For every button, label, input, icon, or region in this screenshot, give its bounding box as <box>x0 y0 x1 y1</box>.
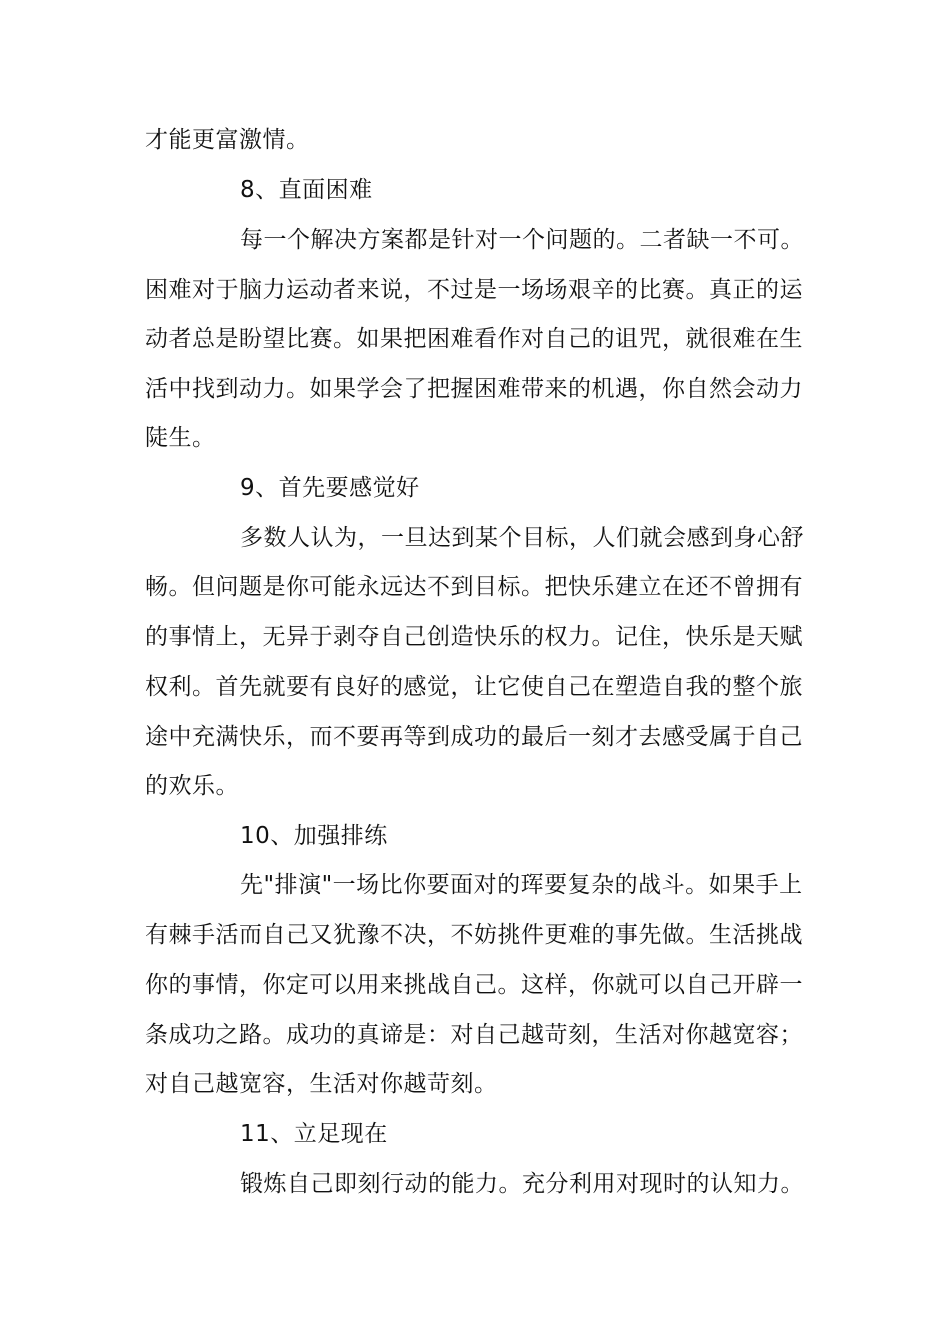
paragraph-line: 途中充满快乐，而不要再等到成功的最后一刻才去感受属于自己 <box>145 724 803 750</box>
section-heading-9: 9、首先要感觉好 <box>240 475 420 501</box>
section-heading-8: 8、直面困难 <box>240 177 373 203</box>
paragraph-line: 你的事情，你定可以用来挑战自己。这样，你就可以自己开辟一 <box>145 972 803 998</box>
paragraph-line: 条成功之路。成功的真谛是：对自己越苛刻，生活对你越宽容； <box>145 1022 803 1048</box>
paragraph-line: 多数人认为，一旦达到某个目标，人们就会感到身心舒 <box>240 525 804 551</box>
paragraph-line: 锻炼自己即刻行动的能力。充分利用对现时的认知力。 <box>240 1171 804 1197</box>
paragraph-line: 的事情上，无异于剥夺自己创造快乐的权力。记住，快乐是天赋 <box>145 624 803 650</box>
paragraph-line: 畅。但问题是你可能永远达不到目标。把快乐建立在还不曾拥有 <box>145 574 803 600</box>
paragraph-line: 对自己越宽容，生活对你越苛刻。 <box>145 1071 498 1097</box>
paragraph-line: 先"排演"一场比你要面对的珲要复杂的战斗。如果手上 <box>240 872 803 898</box>
paragraph-line: 权利。首先就要有良好的感觉，让它使自己在塑造自我的整个旅 <box>145 674 803 700</box>
paragraph-line: 陡生。 <box>145 425 216 451</box>
paragraph-line: 有棘手活而自己又犹豫不决，不妨挑件更难的事先做。生活挑战 <box>145 922 803 948</box>
paragraph-line: 动者总是盼望比赛。如果把困难看作对自己的诅咒，就很难在生 <box>145 326 803 352</box>
paragraph-line: 困难对于脑力运动者来说，不过是一场场艰辛的比赛。真正的运 <box>145 277 803 303</box>
section-heading-10: 10、加强排练 <box>240 823 388 849</box>
paragraph-line: 的欢乐。 <box>145 773 239 799</box>
paragraph-line: 每一个解决方案都是针对一个问题的。二者缺一不可。 <box>240 227 804 253</box>
paragraph-line: 才能更富激情。 <box>145 127 310 153</box>
section-heading-11: 11、立足现在 <box>240 1121 388 1147</box>
paragraph-line: 活中找到动力。如果学会了把握困难带来的机遇，你自然会动力 <box>145 376 803 402</box>
